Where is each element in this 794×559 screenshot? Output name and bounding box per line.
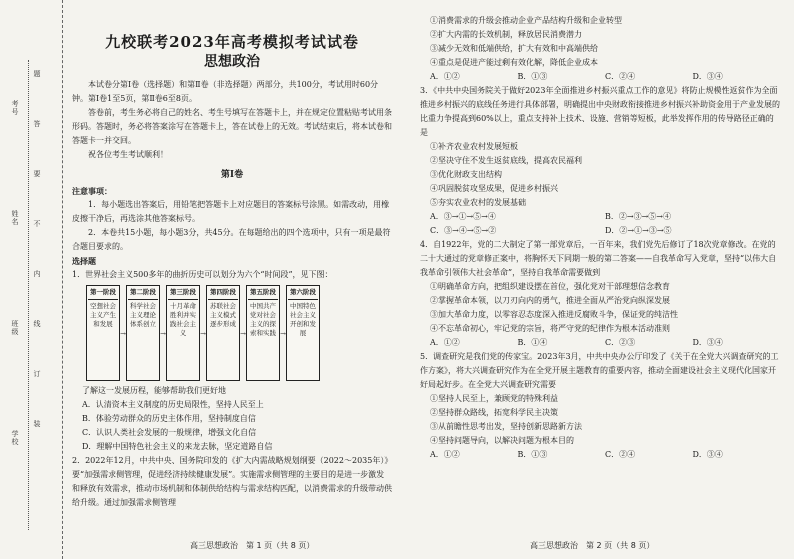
statement: ②坚决守住不发生返贫底线，提高农民福利: [430, 156, 582, 165]
option: C．认识人类社会发展的一般规律，增强文化自信: [82, 428, 257, 437]
statement: ④坚持问题导向，以解决问题为根本目的: [430, 436, 574, 445]
option: C．③→④→⑤→②: [430, 226, 497, 235]
margin-mark: 答: [33, 120, 41, 128]
option: C．②④: [605, 450, 636, 459]
statement: ①明确革命方向，把组织建设摆在首位，强化党对干部理想信念教育: [430, 282, 670, 291]
stage-box: [206, 285, 246, 381]
stage-title: 第一阶段: [88, 288, 118, 300]
arrow-right-icon: →: [160, 330, 166, 338]
option: A．①②: [430, 72, 460, 81]
intro-paragraph: 本试卷分第Ⅰ卷（选择题）和第Ⅱ卷（非选择题）两部分，共100分，考试用时60分钟。第Ⅰ卷1至5页，第Ⅱ卷6至8页。: [72, 80, 379, 103]
option: D．②→①→③→⑤: [605, 226, 672, 235]
option: A．认清资本主义制度的历史局限性，坚持人民至上: [82, 400, 264, 409]
option: A．①②: [430, 450, 460, 459]
arrow-right-icon: →: [240, 330, 246, 338]
margin-mark: 装: [33, 420, 41, 428]
right-column: [420, 14, 780, 462]
option: C．②④: [605, 72, 636, 81]
margin-mark: 题: [33, 70, 41, 78]
intro-paragraph: 答卷前，考生务必将自己的姓名、考生号填写在答题卡上，并在规定位置粘贴考试用条形码。答题时，务必将答案涂写在答题卡上，答在试卷上的无效。考试结束后，将本试卷和答题卡一并交回。: [72, 108, 392, 145]
margin-mark: 线: [33, 320, 41, 328]
statement: ③减少无效和低端供给，扩大有效和中高端供给: [430, 44, 598, 53]
stage-box: [166, 285, 206, 381]
statement: ③优化财政支出结构: [430, 170, 502, 179]
margin-mark: 要: [33, 170, 41, 178]
option: B．①③: [517, 72, 548, 81]
option: A．①②: [430, 338, 460, 347]
statement: ②掌握革命本领，以刀刃向内的勇气，推进全面从严治党向纵深发展: [430, 296, 670, 305]
stage-body: 十月革命胜利并实践社会主义: [170, 302, 196, 337]
statement: ②扩大内需的长效机制，释放居民消费潜力: [430, 30, 582, 39]
question-1-stem: 1．世界社会主义500多年的曲折历史可以划分为六个“时间段”，见下图：: [72, 270, 333, 279]
statement: ⑤夯实农业农村的发展基础: [430, 198, 526, 207]
stage-box: [126, 285, 166, 381]
statement: ②坚持群众路线，拓宽科学民主决策: [430, 408, 558, 417]
note-item: 2．本卷共15小题，每小题3分，共45分。在每题给出的四个选项中，只有一项是最符合题目要求的。: [72, 228, 391, 251]
stage-title: 第二阶段: [128, 288, 158, 300]
stage-body: 苏联社会主义模式逐步形成: [210, 302, 236, 328]
stage-title: 第三阶段: [168, 288, 198, 300]
binding-margin: [0, 0, 63, 559]
option: B．①④: [517, 338, 548, 347]
arrow-right-icon: →: [120, 330, 126, 338]
field-label-school: 学校: [11, 430, 19, 446]
question-4-stem: 4．自1922年，党的二大制定了第一部党章后，一百年来，我们党先后修订了18次党章修改。在党的二十大通过的党章修正案中，将胸怀天下同期一般的第二答案——自我革命写入党章，坚持“以伟大自我革命引领伟大社会革命”，坚持自我革命需要做到: [420, 240, 777, 277]
options-row: [420, 70, 780, 84]
option: B．②→③→⑤→④: [605, 212, 671, 221]
option: A．③→①→⑤→④: [430, 212, 496, 221]
question-5-stem: 5．调查研究是我们党的传家宝。2023年3月，中共中央办公厅印发了《关于在全党大兴调查研究的工作方案》，将大兴调查研究作为在全党开展主题教育的重要内容，推动全面建设社会主义现代化国家开好局起好步。在全党大兴调查研究需要: [420, 352, 779, 389]
option: D．③④: [692, 72, 723, 81]
statement: ①消费需求的升级会推动企业产品结构升级和企业转型: [430, 16, 622, 25]
arrow-right-icon: →: [200, 330, 206, 338]
statement: ③加大革命力度，以零容忍态度深入推进反腐败斗争，保证党的纯洁性: [430, 310, 678, 319]
arrow-right-icon: →: [280, 330, 286, 338]
stage-box: [246, 285, 286, 381]
field-label-name: 姓名: [11, 210, 19, 226]
stage-title: 第四阶段: [208, 288, 238, 300]
margin-mark: 订: [33, 370, 41, 378]
exam-subject: 思想政治: [204, 54, 260, 70]
stage-box: [86, 285, 126, 381]
statement: ③从前瞻性思考出发，坚持创新思路新方法: [430, 422, 582, 431]
options-row: [420, 210, 780, 224]
stage-diagram: [86, 285, 392, 381]
statement: ①坚持人民至上，兼顾党的特殊利益: [430, 394, 558, 403]
intro-paragraph: 祝各位考生考试顺利！: [88, 150, 168, 159]
option: D．理解中国特色社会主义的来龙去脉，坚定道路自信: [82, 442, 273, 451]
page-footer-right: 高三思想政治 第 2 页（共 8 页）: [530, 541, 655, 550]
stage-title: 第六阶段: [288, 288, 318, 300]
question-1-lead: 了解这一发展历程，能够帮助我们更好地: [82, 386, 226, 395]
field-label-exam-no: 考号: [11, 100, 19, 116]
stage-body: 空想社会主义产生和发展: [90, 302, 116, 328]
option: B．体验劳动群众的历史主体作用，坚持制度自信: [82, 414, 256, 423]
option: C．②③: [605, 338, 636, 347]
stage-body: 中国共产党对社会主义的探索和实践: [250, 302, 276, 337]
section-heading: 第Ⅰ卷: [220, 170, 244, 180]
statement: ④巩固脱贫攻坚成果，促进乡村振兴: [430, 184, 558, 193]
option: D．③④: [692, 450, 723, 459]
statement: ④重点是促进产能过剩有效化解，降低企业成本: [430, 58, 598, 67]
options-row: [420, 224, 780, 238]
question-3-stem: 3．《中共中央国务院关于做好2023年全面推进乡村振兴重点工作的意见》将防止规模性返贫作为全面推进乡村振兴的底线任务进行具体部署，明确提出中央财政衔接推进乡村振兴补助资金用于产业发展的比重力争提高到60%以上，重点支持补上技术、设施、营销等短板，此举发挥作用的传导路径正确的是: [420, 86, 780, 137]
option: B．①③: [517, 450, 548, 459]
page-footer-left: 高三思想政治 第 1 页（共 8 页）: [190, 541, 315, 550]
stage-title: 第五阶段: [248, 288, 278, 300]
stage-body: 科学社会主义理论体系创立: [130, 302, 156, 328]
field-label-class: 班级: [11, 320, 19, 336]
note-item: 1．每小题选出答案后，用铅笔把答题卡上对应题目的答案标号涂黑。如需改动，用橡皮擦干净后，再选涂其他答案标号。: [72, 200, 390, 223]
notes-title: 注意事项：: [72, 186, 112, 196]
exam-title: 九校联考2023年高考模拟考试试卷: [105, 33, 359, 51]
choice-label: 选择题: [72, 256, 96, 266]
left-column: [72, 14, 392, 510]
statement: ④不忘革命初心，牢记党的宗旨，将严守党的纪律作为根本活动准则: [430, 324, 670, 333]
options-row: [420, 336, 780, 350]
margin-mark: 不: [33, 220, 41, 228]
option: D．③④: [692, 338, 723, 347]
stage-body: 中国特色社会主义开创和发展: [290, 302, 316, 337]
question-2-stem: 2．2022年12月，中共中央、国务院印发的《扩大内需战略规划纲要（2022～2035年）》要“加强需求侧管理，促进经济持续健康发展”。实施需求侧管理的主要目的是进一步激发和释放有效需求，推动市场机制和体制供给结构与需求结构匹配，以消费需求的升级带动供给升级。通过加强需求侧管理: [72, 456, 392, 507]
margin-mark: 内: [33, 270, 41, 278]
options-row: [420, 448, 780, 462]
binding-margin-inner: [6, 60, 54, 530]
statement: ①补齐农业农村发展短板: [430, 142, 518, 151]
cut-line: [28, 60, 29, 530]
stage-box: [286, 285, 320, 381]
